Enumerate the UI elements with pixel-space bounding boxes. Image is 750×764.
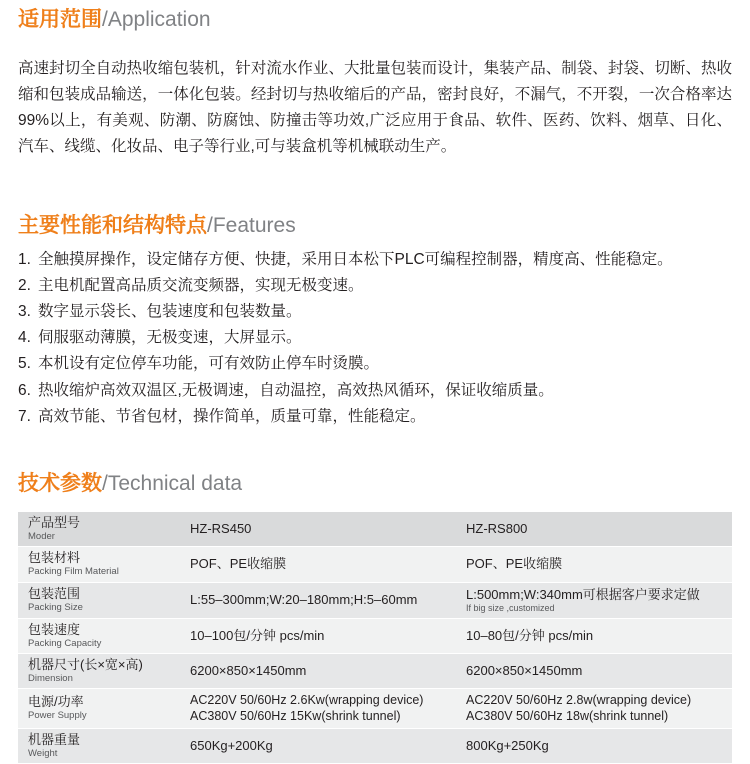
row-label-cell [18,728,180,763]
row-value-col2 [180,512,456,547]
list-item-text: 主电机配置高品质交流变频器，实现无极变速。 [38,277,364,295]
cell-line-2: AC380V 50/60Hz 18w(shrink tunnel) [466,708,669,723]
list-item-number: 2. [18,277,31,295]
list-item-number: 7. [18,407,31,425]
list-item [18,273,732,298]
row-label-en: Weight [28,747,58,759]
features-heading-cn: 主要性能和结构特点 [18,214,207,237]
list-item-text: 热收缩炉高效双温区,无极调速，自动温控，高效热风循环，保证收缩质量。 [38,381,554,399]
technical-heading-cn: 技术参数 [18,472,102,495]
row-label-cell [18,618,180,653]
table-row [18,654,732,689]
list-item-number: 1. [18,251,31,268]
features-heading-slash: / [207,214,213,237]
cell-main-text: 650Kg+200Kg [190,737,273,753]
list-item-text: 数字显示袋长、包装速度和包装数量。 [38,303,302,321]
row-value-col3 [456,654,732,689]
cell-sub-text: If big size ,customized [466,602,555,613]
cell-main-text: HZ-RS800 [466,521,528,537]
row-label-en: Packing Size [28,601,83,613]
row-label-en: Power Supply [28,710,87,722]
cell-main-text: POF、PE收缩膜 [466,556,563,572]
row-value-col2 [180,618,456,653]
row-label-cell [18,582,180,618]
list-item [18,378,732,403]
row-value-col2 [180,582,456,618]
cell-main-text: 6200×850×1450mm [466,663,583,679]
cell-main-text: L:500mm;W:340mm可根据客户要求定做 [466,586,700,602]
list-item-number: 4. [18,329,31,347]
list-item [18,299,732,324]
row-label-cell [18,547,180,582]
list-item [18,404,732,429]
row-label-cn: 机器尺寸(长×宽×高) [28,657,143,673]
table-row [18,689,732,729]
features-heading [18,214,296,237]
application-heading-en: Application [107,8,211,31]
row-value-col3 [456,618,732,653]
application-heading [18,8,211,31]
list-item-number: 6. [18,381,31,399]
technical-data-heading [18,472,242,495]
cell-main-text: 800Kg+250Kg [466,737,549,753]
row-value-col3 [456,582,732,618]
row-value-col3 [456,547,732,582]
table-row [18,618,732,653]
row-label-cn: 包装速度 [28,621,81,637]
table-row [18,728,732,763]
list-item-text: 本机设有定位停车功能，可有效防止停车时烫膜。 [38,355,380,373]
table-row [18,547,732,582]
row-value-col2 [180,689,456,729]
row-value-col2 [180,547,456,582]
cell-main-text: L:55–300mm;W:20–180mm;H:5–60mm [190,592,418,608]
row-label-cn: 产品型号 [28,515,81,530]
row-label-cn: 机器重量 [28,731,81,747]
row-value-col3 [456,689,732,729]
cell-main-text: 10–80包/分钟 pcs/min [466,627,594,643]
list-item [18,351,732,376]
table-row [18,582,732,618]
row-label-en: Moder [28,530,55,542]
cell-main-text: POF、PE收缩膜 [190,556,287,572]
technical-heading-en: Technical data [107,472,243,495]
technical-data-table-wrapper [18,512,732,764]
row-value-col3 [456,728,732,763]
cell-line-1: AC220V 50/60Hz 2.8w(wrapping device) [466,693,692,708]
cell-line-1: AC220V 50/60Hz 2.6Kw(wrapping device) [190,693,424,708]
cell-main-text: 10–100包/分钟 pcs/min [190,627,325,643]
cell-main-text: HZ-RS450 [190,521,252,537]
features-heading-en: Features [212,214,296,237]
row-label-cn: 包装范围 [28,586,81,602]
application-paragraph: 高速封切全自动热收缩包装机，针对流水作业、大批量包装而设计，集装产品、制袋、封袋、切断、热收缩和包装成品输送，一体化包装。经封切与热收缩后的产品，密封良好，不漏气，不开裂，一次合格率达99%以上，有美观、防潮、防腐蚀、防撞击等功效,广泛应用于食品、软件、医药、饮料、烟草、日化、汽车、线缆、化妆品、电子等行业,可与装盒机等机械联动生产。 [18,59,732,155]
application-heading-cn: 适用范围 [18,8,102,31]
features-list [18,247,732,430]
technical-data-table [18,512,732,764]
application-heading-slash: / [102,8,108,31]
cell-main-text: 6200×850×1450mm [190,663,307,679]
list-item-text: 伺服驱动薄膜，无极变速，大屏显示。 [38,329,302,347]
row-label-en: Packing Film Material [28,566,119,578]
table-row [18,512,732,547]
list-item-text: 高效节能、节省包材，操作简单，质量可靠，性能稳定。 [38,407,426,425]
list-item-number: 5. [18,355,31,373]
row-label-cn: 包装材料 [28,550,81,566]
row-label-cell [18,689,180,729]
list-item [18,247,732,272]
row-value-col3 [456,512,732,547]
list-item-text: 全触摸屏操作，设定储存方便、快捷，采用日本松下PLC可编程控制器，精度高、性能稳定。 [38,251,673,268]
row-label-cn: 电源/功率 [28,694,84,710]
row-label-en: Packing Capacity [28,637,102,649]
list-item-number: 3. [18,303,31,321]
row-label-cell [18,512,180,547]
row-value-col2 [180,654,456,689]
list-item [18,325,732,350]
row-label-cell [18,654,180,689]
technical-heading-slash: / [102,472,108,495]
row-value-col2 [180,728,456,763]
cell-line-2: AC380V 50/60Hz 15Kw(shrink tunnel) [190,708,401,723]
row-label-en: Dimension [28,672,73,684]
